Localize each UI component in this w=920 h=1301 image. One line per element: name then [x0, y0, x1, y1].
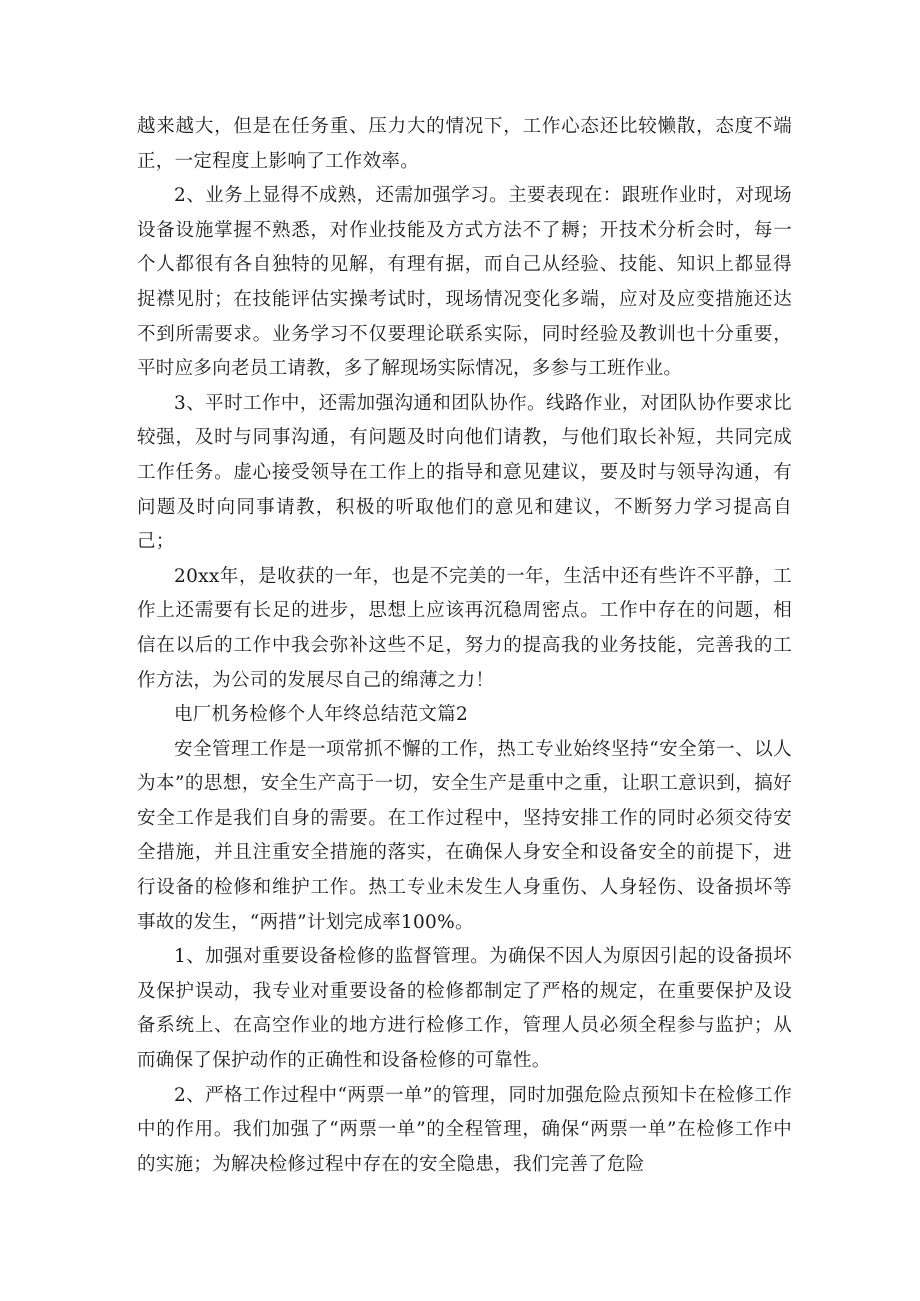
paragraph-safety-management: 安全管理工作是一项常抓不懈的工作，热工专业始终坚持“安全第一、以人为本”的思想，安全生产高于一切，安全生产是重中之重，让职工意识到，搞好安全工作是我们自身的需要。在工作过程中，坚持安排工作的同时必须交待安全措施，并且注重安全措施的落实，在确保人身安全和设备安全的前提下，进行设备的检修和维护工作。热工专业未发生人身重伤、人身轻伤、设备损坏等事故的发生，“两措”计划完成率100%。 [137, 738, 792, 933]
section-title: 电厂机务检修个人年终总结范文篇2 [174, 704, 469, 726]
paragraph-year-summary: 20xx年，是收获的一年，也是不完美的一年，生活中还有些许不平静，工作上还需要有长足的进步，思想上应该再沉稳周密点。工作中存在的问题，相信在以后的工作中我会弥补这些不足，努力的提高我的业务技能，完善我的工作方法，为公司的发展尽自己的绵薄之力！ [137, 565, 792, 691]
paragraph-two-tickets: 2、严格工作过程中“两票一单”的管理，同时加强危险点预知卡在检修工作中的作用。我们加强了“两票一单”的全程管理，确保“两票一单”在检修工作中的实施；为解决检修过程中存在的安全隐患，我们完善了危险 [137, 1084, 792, 1175]
paragraph-continuation: 越来越大，但是在任务重、压力大的情况下，工作心态还比较懒散，态度不端正，一定程度上影响了工作效率。 [137, 116, 792, 172]
paragraph-business-skills: 2、业务上显得不成熟，还需加强学习。主要表现在：跟班作业时，对现场设备设施掌握不熟悉，对作业技能及方式方法不了耨；开技术分析会时，每一个人都很有各自独特的见解，有理有据，而自己从经验、技能、知识上都显得捉襟见肘；在技能评估实操考试时，现场情况变化多端，应对及应变措施还达不到所需要求。业务学习不仅要理论联系实际，同时经验及教训也十分重要，平时应多向老员工请教，多了解现场实际情况，多参与工班作业。 [137, 185, 792, 380]
paragraph-equipment-supervision: 1、加强对重要设备检修的监督管理。为确保不因人为原因引起的设备损坏及保护误动，我专业对重要设备的检修都制定了严格的规定，在重要保护及设备系统上、在高空作业的地方进行检修工作，管理人员必须全程参与监护；从而确保了保护动作的正确性和设备检修的可靠性。 [137, 946, 792, 1072]
paragraph-teamwork: 3、平时工作中，还需加强沟通和团队协作。线路作业，对团队协作要求比较强，及时与同事沟通，有问题及时向他们请教，与他们取长补短，共同完成工作任务。虚心接受领导在工作上的指导和意见建议，要及时与领导沟通，有问题及时向同事请教，积极的听取他们的意见和建议，不断努力学习提高自己； [137, 392, 792, 553]
document-body [137, 110, 792, 1182]
